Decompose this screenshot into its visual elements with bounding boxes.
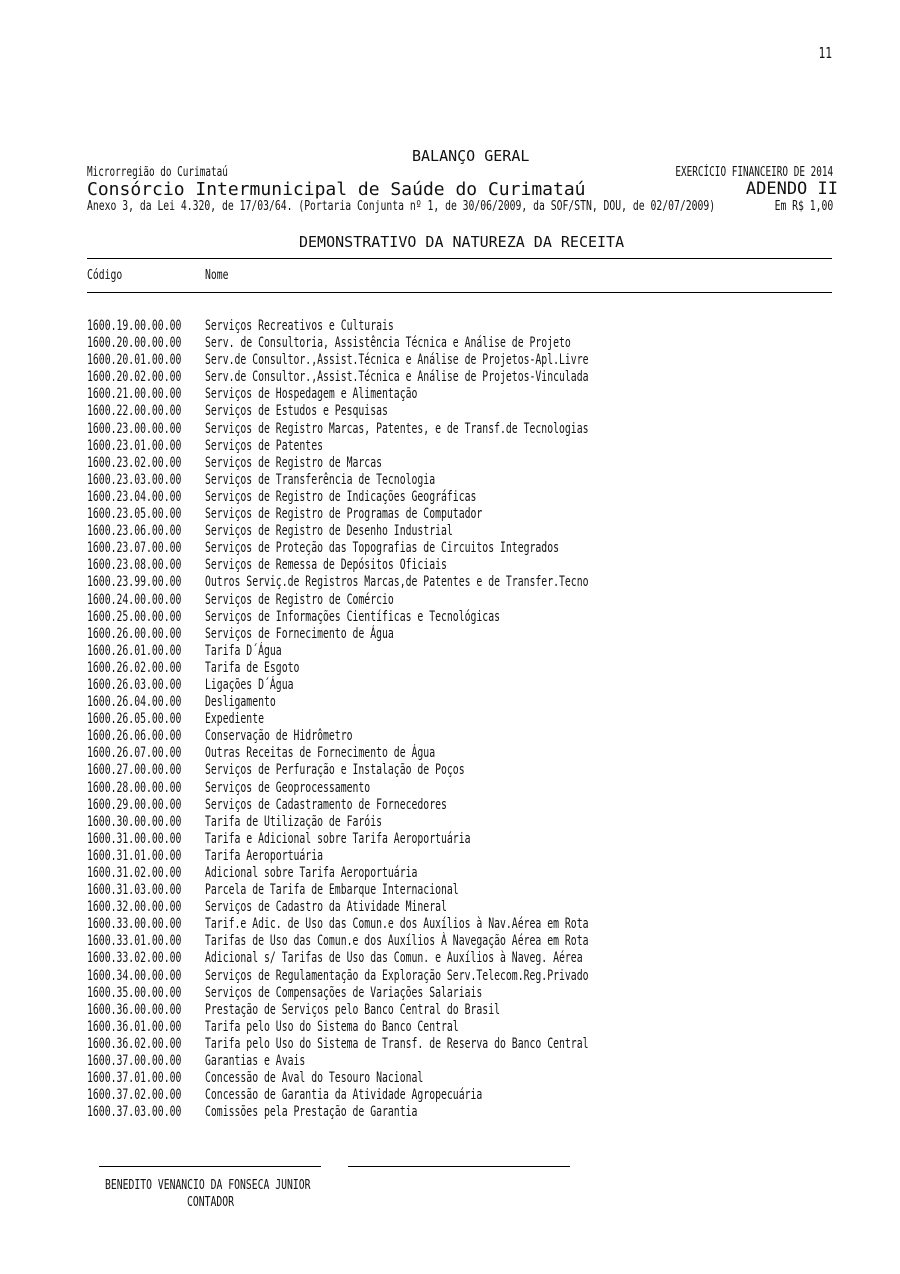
table-row (87, 421, 832, 438)
row-name: Concessão de Aval do Tesouro Nacional (205, 1070, 424, 1087)
table-row (87, 660, 832, 677)
row-code: 1600.37.01.00.00 (87, 1070, 182, 1087)
table-row (87, 403, 832, 420)
table-row (87, 643, 832, 660)
table-row (87, 745, 832, 762)
row-code: 1600.37.00.00.00 (87, 1053, 182, 1070)
table-row (87, 728, 832, 745)
row-code: 1600.20.01.00.00 (87, 352, 182, 369)
row-name: Serviços de Remessa de Depósitos Oficiais (205, 557, 447, 574)
table-row (87, 335, 832, 352)
row-name: Tarifa pelo Uso do Sistema de Transf. de Reserva do Banco Central (205, 1035, 589, 1052)
row-name: Serviços de Estudos e Pesquisas (205, 403, 388, 420)
table-row (87, 1087, 832, 1104)
row-name: Serviços de Registro de Comércio (205, 591, 394, 608)
row-name: Tarif.e Adic. de Uso das Comun.e dos Auxílios à Nav.Aérea em Rota (205, 916, 589, 933)
row-name: Serviços de Registro de Marcas (205, 454, 383, 471)
table-row (87, 762, 832, 779)
header-rule-top (87, 258, 832, 259)
table-row (87, 557, 832, 574)
row-name: Serviços de Patentes (205, 437, 324, 454)
row-name: Tarifa Aeroportuária (205, 847, 324, 864)
row-code: 1600.35.00.00.00 (87, 984, 182, 1001)
row-code: 1600.23.03.00.00 (87, 471, 182, 488)
table-row (87, 438, 832, 455)
region-label: Microrregião do Curimataú (87, 165, 228, 180)
header-rule-bottom (87, 292, 832, 293)
table-row (87, 1019, 832, 1036)
document-title: BALANÇO GERAL (412, 147, 530, 165)
table-row (87, 1053, 832, 1070)
row-name: Outros Serviç.de Registros Marcas,de Patentes e de Transfer.Tecno (205, 574, 589, 591)
table-row (87, 814, 832, 831)
row-code: 1600.26.06.00.00 (87, 728, 182, 745)
table-row (87, 899, 832, 916)
row-code: 1600.37.03.00.00 (87, 1104, 182, 1121)
row-name: Adicional s/ Tarifas de Uso das Comun. e Auxílios à Naveg. Aérea (205, 950, 583, 967)
table-row (87, 506, 832, 523)
row-name: Serv.de Consultor.,Assist.Técnica e Análise de Projetos-Vinculada (205, 369, 589, 386)
row-name: Tarifa de Utilização de Faróis (205, 813, 383, 830)
table-row (87, 540, 832, 557)
signatory-role: CONTADOR (187, 1195, 234, 1210)
table-row (87, 694, 832, 711)
row-code: 1600.33.01.00.00 (87, 933, 182, 950)
row-code: 1600.26.01.00.00 (87, 642, 182, 659)
addendum-label: ADENDO II (745, 179, 838, 199)
row-code: 1600.26.05.00.00 (87, 711, 182, 728)
row-code: 1600.26.02.00.00 (87, 659, 182, 676)
row-name: Serviços de Registro de Indicações Geográficas (205, 488, 477, 505)
table-row (87, 968, 832, 985)
legal-basis-text: Anexo 3, da Lei 4.320, de 17/03/64. (Portaria Conjunta nº 1, de 30/06/2009, da SOF/STN, DOU, de 02/07/2009) (87, 199, 716, 214)
table-row (87, 677, 832, 694)
row-code: 1600.21.00.00.00 (87, 386, 182, 403)
row-code: 1600.23.00.00.00 (87, 420, 182, 437)
table-row (87, 831, 832, 848)
row-code: 1600.33.02.00.00 (87, 950, 182, 967)
row-code: 1600.23.01.00.00 (87, 437, 182, 454)
row-code: 1600.36.01.00.00 (87, 1018, 182, 1035)
row-name: Concessão de Garantia da Atividade Agropecuária (205, 1087, 483, 1104)
row-name: Adicional sobre Tarifa Aeroportuária (205, 865, 418, 881)
column-header-code: Código (87, 268, 123, 283)
row-name: Serviços de Registro de Desenho Industrial (205, 523, 453, 540)
row-code: 1600.22.00.00.00 (87, 403, 182, 420)
row-name: Serviços de Informações Científicas e Tecnológicas (205, 608, 501, 625)
page-number: 11 (818, 44, 832, 62)
table-row (87, 916, 832, 933)
row-name: Serviços de Registro de Programas de Computador (205, 506, 483, 523)
table-row (87, 865, 832, 882)
table-row (87, 1036, 832, 1053)
row-name: Conservação de Hidrômetro (205, 728, 353, 745)
row-code: 1600.31.03.00.00 (87, 882, 182, 899)
row-name: Tarifa e Adicional sobre Tarifa Aeroportuária (205, 830, 471, 847)
row-code: 1600.32.00.00.00 (87, 899, 182, 916)
row-name: Serviços de Cadastro da Atividade Mineral (205, 899, 447, 916)
row-code: 1600.23.02.00.00 (87, 454, 182, 471)
row-code: 1600.26.07.00.00 (87, 745, 182, 762)
row-name: Prestação de Serviços pelo Banco Central do Brasil (205, 1001, 501, 1018)
revenue-table (87, 318, 832, 1121)
row-name: Outras Receitas de Fornecimento de Água (205, 745, 436, 762)
row-code: 1600.36.02.00.00 (87, 1035, 182, 1052)
row-name: Tarifa de Esgoto (205, 659, 300, 676)
row-code: 1600.25.00.00.00 (87, 608, 182, 625)
table-row (87, 780, 832, 797)
table-row (87, 1002, 832, 1019)
row-name: Serv. de Consultoria, Assistência Técnica e Análise de Projeto (205, 335, 571, 352)
row-code: 1600.20.02.00.00 (87, 369, 182, 386)
table-row (87, 711, 832, 728)
currency-unit-label: Em R$ 1,00 (774, 199, 833, 214)
row-code: 1600.24.00.00.00 (87, 591, 182, 608)
row-code: 1600.33.00.00.00 (87, 916, 182, 933)
table-row (87, 950, 832, 967)
row-code: 1600.31.00.00.00 (87, 830, 182, 847)
row-code: 1600.34.00.00.00 (87, 967, 182, 984)
row-code: 1600.20.00.00.00 (87, 335, 182, 352)
table-row (87, 592, 832, 609)
row-name: Serviços de Geoprocessamento (205, 779, 371, 796)
row-name: Serviços Recreativos e Culturais (205, 318, 394, 334)
table-row (87, 797, 832, 814)
table-row (87, 1070, 832, 1087)
row-name: Serviços de Proteção das Topografias de Circuitos Integrados (205, 540, 560, 557)
table-row (87, 609, 832, 626)
table-row (87, 933, 832, 950)
table-row (87, 369, 832, 386)
row-code: 1600.26.03.00.00 (87, 676, 182, 693)
row-name: Tarifa pelo Uso do Sistema do Banco Central (205, 1018, 459, 1035)
entity-name: Consórcio Intermunicipal de Saúde do Curimataú (87, 179, 586, 200)
table-row (87, 574, 832, 591)
row-name: Parcela de Tarifa de Embarque Internacional (205, 882, 459, 899)
row-code: 1600.31.01.00.00 (87, 847, 182, 864)
row-name: Serviços de Perfuração e Instalação de Poços (205, 762, 465, 779)
row-name: Serviços de Regulamentação da Exploração Serv.Telecom.Reg.Privado (205, 967, 589, 984)
table-row (87, 848, 832, 865)
row-code: 1600.26.04.00.00 (87, 694, 182, 711)
table-row (87, 386, 832, 403)
row-code: 1600.23.99.00.00 (87, 574, 182, 591)
row-code: 1600.29.00.00.00 (87, 796, 182, 813)
row-code: 1600.26.00.00.00 (87, 625, 182, 642)
table-row (87, 352, 832, 369)
row-name: Serviços de Transferência de Tecnologia (205, 471, 436, 488)
table-row (87, 472, 832, 489)
row-name: Tarifa D´Água (205, 642, 282, 659)
table-row (87, 882, 832, 899)
table-row (87, 626, 832, 643)
row-name: Serviços de Registro Marcas, Patentes, e de Transf.de Tecnologias (205, 420, 589, 437)
row-name: Serviços de Hospedagem e Alimentação (205, 386, 418, 403)
row-code: 1600.23.04.00.00 (87, 488, 182, 505)
table-row (87, 318, 832, 335)
row-code: 1600.30.00.00.00 (87, 813, 182, 830)
row-code: 1600.31.02.00.00 (87, 865, 182, 881)
row-name: Expediente (205, 711, 265, 728)
row-name: Garantias e Avais (205, 1053, 306, 1070)
row-code: 1600.37.02.00.00 (87, 1087, 182, 1104)
row-name: Serviços de Cadastramento de Fornecedores (205, 796, 447, 813)
table-row (87, 985, 832, 1002)
row-name: Comissões pela Prestação de Garantia (205, 1104, 418, 1121)
row-name: Tarifas de Uso das Comun.e dos Auxílios À Navegação Aérea em Rota (205, 933, 589, 950)
row-name: Ligações D´Água (205, 676, 294, 693)
row-code: 1600.27.00.00.00 (87, 762, 182, 779)
table-row (87, 489, 832, 506)
fiscal-year-label: EXERCÍCIO FINANCEIRO DE 2014 (675, 165, 833, 180)
row-code: 1600.19.00.00.00 (87, 318, 182, 334)
table-row (87, 1104, 832, 1121)
row-name: Serv.de Consultor.,Assist.Técnica e Análise de Projetos-Apl.Livre (205, 352, 589, 369)
table-row (87, 455, 832, 472)
row-name: Desligamento (205, 694, 276, 711)
row-name: Serviços de Compensações de Variações Salariais (205, 984, 483, 1001)
row-code: 1600.23.07.00.00 (87, 540, 182, 557)
column-header-name: Nome (205, 268, 229, 283)
report-title: DEMONSTRATIVO DA NATUREZA DA RECEITA (299, 233, 625, 251)
signature-line-second (348, 1166, 570, 1167)
row-code: 1600.28.00.00.00 (87, 779, 182, 796)
signatory-name: BENEDITO VENANCIO DA FONSECA JUNIOR (105, 1178, 311, 1193)
signature-line-accountant (99, 1166, 321, 1167)
row-code: 1600.23.06.00.00 (87, 523, 182, 540)
table-row (87, 523, 832, 540)
row-code: 1600.23.05.00.00 (87, 506, 182, 523)
row-name: Serviços de Fornecimento de Água (205, 625, 394, 642)
row-code: 1600.23.08.00.00 (87, 557, 182, 574)
row-code: 1600.36.00.00.00 (87, 1001, 182, 1018)
